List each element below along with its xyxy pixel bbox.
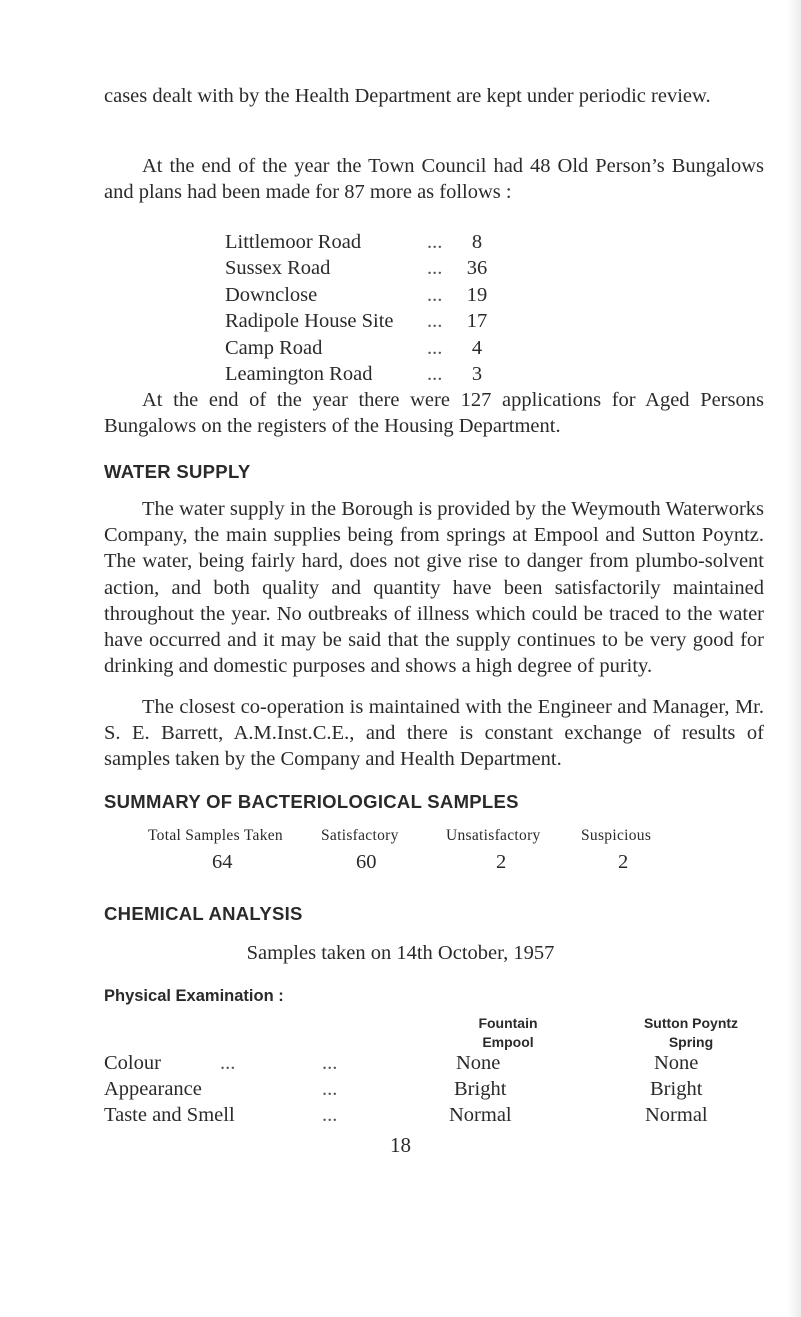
- table-row: [104, 1052, 764, 1078]
- table-cell: 60: [356, 851, 377, 873]
- bungalows-paragraph: At the end of the year the Town Council had 48 Old Person’s Bungalows and plans had been made for 87 more as follows :: [104, 155, 764, 204]
- column-header-line: Fountain: [478, 1015, 538, 1031]
- site-count: 36: [466, 257, 488, 280]
- site-name: Downclose: [225, 283, 318, 306]
- column-header: Satisfactory: [321, 827, 399, 844]
- intro-paragraph: cases dealt with by the Health Department are kept under periodic review.: [104, 85, 711, 107]
- leader-dots: ...: [427, 257, 443, 280]
- sutton-value: Bright: [650, 1078, 703, 1100]
- site-count: 4: [471, 336, 483, 359]
- column-header-sutton-poyntz: [621, 1014, 761, 1052]
- table-header-row: [148, 827, 652, 851]
- site-count: 17: [466, 310, 488, 333]
- empool-value: None: [456, 1052, 501, 1074]
- applications-paragraph: At the end of the year there were 127 applications for Aged Persons Bungalows on the registers of the Housing Department.: [104, 389, 764, 438]
- site-name: Camp Road: [225, 336, 323, 359]
- bacteriological-summary-table: [148, 827, 652, 875]
- page-number: 18: [390, 1133, 411, 1157]
- leader-dots: ...: [322, 1052, 338, 1074]
- samples-taken-date: Samples taken on 14th October, 1957: [246, 942, 555, 964]
- site-name: Sussex Road: [225, 257, 331, 280]
- column-header-empool: [438, 1014, 578, 1052]
- row-label: Appearance: [104, 1078, 202, 1100]
- column-header-line: Spring: [668, 1034, 714, 1050]
- site-name: Leamington Road: [225, 362, 373, 385]
- column-header: Suspicious: [581, 827, 652, 844]
- physical-examination-heading: Physical Examination :: [104, 987, 284, 1005]
- site-name: Radipole House Site: [225, 310, 394, 333]
- water-supply-heading: WATER SUPPLY: [104, 461, 251, 482]
- site-count: 8: [471, 231, 483, 253]
- bungalow-sites-list: [225, 229, 645, 387]
- column-header: Unsatisfactory: [446, 827, 541, 844]
- water-supply-paragraph-2: The closest co-operation is maintained with the Engineer and Manager, Mr. S. E. Barrett, A.M.Inst.C.E., and there is constant exchange of results of samples taken by the Company and Health Department.: [104, 696, 764, 771]
- table-row: [148, 851, 629, 875]
- site-count: 19: [466, 283, 488, 306]
- leader-dots: ...: [322, 1104, 338, 1126]
- list-item: [225, 361, 645, 387]
- leader-dots: ...: [427, 336, 443, 359]
- list-item: [225, 229, 645, 255]
- site-count: 3: [471, 362, 483, 385]
- leader-dots: ...: [427, 231, 443, 253]
- leader-dots: ...: [322, 1078, 338, 1100]
- chemical-analysis-heading: CHEMICAL ANALYSIS: [104, 903, 303, 924]
- site-name: Littlemoor Road: [225, 231, 362, 253]
- leader-dots: ...: [427, 310, 443, 333]
- page-edge-shadow: [787, 0, 801, 1317]
- table-cell: 64: [212, 851, 233, 873]
- list-item: [225, 282, 645, 308]
- table-row: [104, 1104, 764, 1130]
- leader-dots: ...: [220, 1052, 236, 1074]
- leader-dots: ...: [427, 283, 443, 306]
- column-header: Total Samples Taken: [148, 827, 283, 844]
- table-row: [104, 1078, 764, 1104]
- water-supply-paragraph-1: The water supply in the Borough is provided by the Weymouth Waterworks Company, the main supplies being from springs at Empool and Sutton Poyntz. The water, being fairly hard, does not give rise to danger from plumbo-solvent action, and both quality and quantity have been satisfactorily maintained throughout the year. No outbreaks of illness which could be traced to the water have occurred and it may be said that the supply continues to be very good for drinking and domestic purposes and shows a high degree of purity.: [104, 498, 764, 678]
- column-header-line: Empool: [482, 1034, 534, 1050]
- sutton-value: None: [654, 1052, 699, 1074]
- row-label: Colour: [104, 1052, 161, 1074]
- row-label: Taste and Smell: [104, 1104, 235, 1126]
- column-header-line: Sutton Poyntz: [643, 1015, 739, 1031]
- sutton-value: Normal: [645, 1104, 708, 1126]
- empool-value: Normal: [449, 1104, 512, 1126]
- empool-value: Bright: [454, 1078, 507, 1100]
- leader-dots: ...: [427, 362, 443, 385]
- bacteriological-heading: SUMMARY OF BACTERIOLOGICAL SAMPLES: [104, 791, 519, 812]
- list-item: [225, 308, 645, 334]
- list-item: [225, 335, 645, 361]
- list-item: [225, 255, 645, 281]
- table-cell: 2: [618, 851, 629, 873]
- table-cell: 2: [496, 851, 507, 873]
